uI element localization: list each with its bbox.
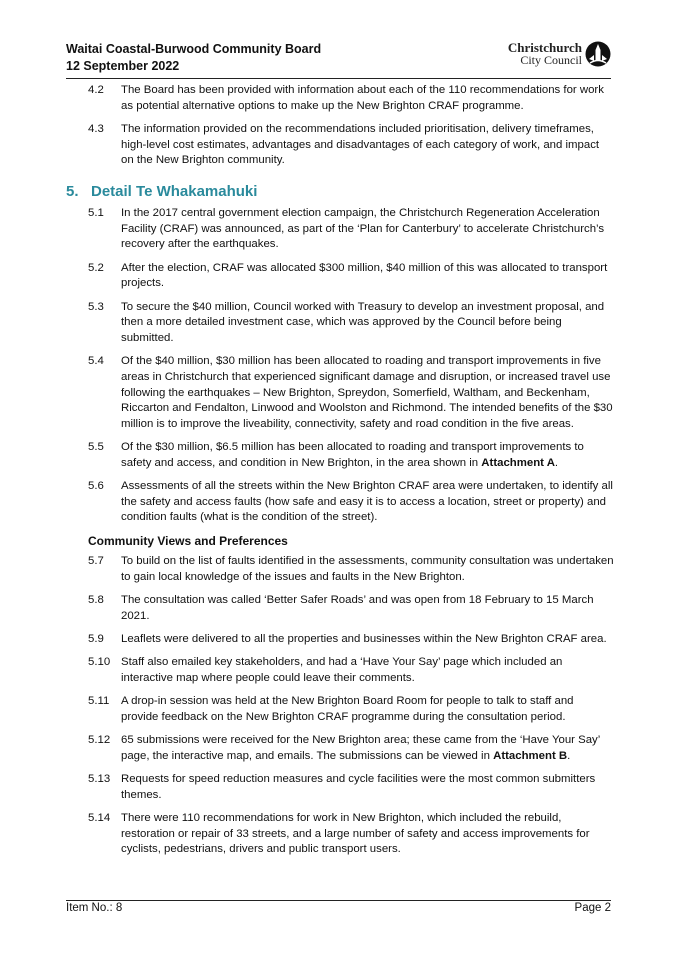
council-logo	[508, 41, 611, 67]
paragraph-number: 5.7	[88, 555, 104, 568]
paragraph-text: Of the $40 million, $30 million has been allocated to roading and transport improvements in five areas in Christchurch that experienced significant damage and disruption, or increased travel use following the earthquakes – New Brighton, Spreydon, Somerfield, Waltham, and Beckenham, Riccarton and Fendalton, Linwood and Woolston and Richmond. The intended benefits of the $30 million is to improve the liveability, connectivity, safety and road condition in the five areas.	[121, 355, 613, 430]
paragraph-number: 5.5	[88, 441, 104, 454]
paragraph-text: To secure the $40 million, Council worked with Treasury to develop an investment proposal, and then a more detailed investment case, which was approved by the Council before being submitted.	[121, 300, 605, 344]
paragraph	[66, 593, 614, 624]
paragraph-number: 5.6	[88, 480, 104, 493]
paragraph-number: 5.4	[88, 355, 104, 368]
paragraph-number: 5.8	[88, 594, 104, 607]
paragraph	[66, 655, 614, 686]
paragraph-text: Leaflets were delivered to all the properties and businesses within the New Brighton CRAF area.	[121, 632, 607, 645]
paragraph-number: 5.2	[88, 261, 104, 274]
text-part: Of the $30 million, $6.5 million has been allocated to roading and transport improvements to safety and access, and condition in New Brighton, in the area shown in	[121, 441, 584, 469]
cathedral-logo-icon	[585, 41, 611, 67]
attachment-b-ref: Attachment B	[493, 749, 568, 762]
section-heading	[66, 183, 614, 200]
paragraph-text: The information provided on the recommendations included prioritisation, delivery timeframes, high-level cost estimates, advantages and disadvantages of each category of work, and impact on the New Brighton community.	[121, 122, 600, 167]
section-title: Detail Te Whakamahuki	[91, 183, 258, 201]
board-name: Waitai Coastal-Burwood Community Board	[66, 42, 322, 56]
paragraph	[66, 479, 614, 526]
paragraph-number: 5.13	[88, 772, 111, 785]
paragraph-text: After the election, CRAF was allocated $300 million, $40 million of this was allocated to transport projects.	[121, 261, 608, 290]
paragraph	[66, 440, 614, 471]
paragraph-text: Assessments of all the streets within the New Brighton CRAF area were undertaken, to identify all the safety and access faults (how safe and easy it is to access a location, street or property) and condition faults (what is the condition of the street).	[121, 480, 613, 524]
paragraph-text	[121, 733, 614, 764]
paragraph-number: 5.9	[88, 632, 104, 645]
paragraph-text: A drop-in session was held at the New Brighton Board Room for people to talk to staff and provide feedback on the New Brighton CRAF programme during the consultation period.	[121, 695, 574, 723]
paragraph	[66, 300, 614, 347]
paragraph	[66, 122, 614, 169]
header-rule	[66, 78, 611, 79]
paragraph-text: There were 110 recommendations for work in New Brighton, which included the rebuild, restoration or repair of 33 streets, and a large number of safety and access improvements for cyclists, pedestrians, drivers and public transport users.	[121, 811, 590, 856]
paragraph	[66, 694, 614, 725]
paragraph-text: In the 2017 central government election campaign, the Christchurch Regeneration Acceleration Facility (CRAF) was announced, as part of the ‘Plan for Canterbury’ to accelerate Christchurch’s recovery after the earthquakes.	[121, 207, 605, 251]
page-number: Page 2	[574, 902, 611, 914]
text-part: 65 submissions were received for the New Brighton area; these came from the ‘Have Your Say’ page, the interactive map, and emails. The submissions can be viewed in	[121, 734, 600, 762]
paragraph	[66, 206, 614, 253]
attachment-a-ref: Attachment A	[481, 456, 555, 469]
paragraph	[66, 632, 614, 648]
text-part: .	[554, 456, 559, 469]
logo-line2: City Council	[520, 53, 582, 67]
paragraph	[66, 733, 614, 764]
text-part: .	[567, 749, 571, 762]
paragraph-text	[121, 440, 614, 471]
item-number: Item No.: 8	[66, 902, 123, 914]
paragraph-number: 5.14	[88, 811, 111, 824]
paragraph-number: 5.1	[88, 207, 104, 220]
paragraph	[66, 354, 614, 433]
logo-line1: Christchurch	[507, 40, 582, 55]
page-footer	[66, 902, 611, 914]
paragraph	[66, 554, 614, 585]
footer-rule	[66, 900, 611, 901]
document-body	[66, 83, 614, 865]
paragraph-number: 5.12	[88, 734, 111, 746]
paragraph-number: 5.11	[88, 695, 110, 708]
paragraph-number: 4.2	[88, 84, 104, 96]
paragraph	[66, 83, 614, 114]
paragraph	[66, 772, 614, 803]
paragraph-number: 4.3	[88, 122, 104, 135]
paragraph-text: Requests for speed reduction measures and cycle facilities were the most common submitters themes.	[121, 772, 596, 801]
paragraph	[66, 261, 614, 292]
paragraph	[66, 811, 614, 858]
paragraph-text: To build on the list of faults identified in the assessments, community consultation was undertaken to gain local knowledge of the issues and faults in the New Brighton.	[121, 555, 614, 583]
paragraph-number: 5.3	[88, 300, 104, 313]
paragraph-text: Staff also emailed key stakeholders, and had a ‘Have Your Say’ page which included an interactive map where people could leave their comments.	[121, 656, 563, 684]
paragraph-text: The consultation was called ‘Better Safer Roads’ and was open from 18 February to 15 March 2021.	[121, 594, 594, 622]
page-header	[66, 41, 611, 77]
paragraph-number: 5.10	[88, 656, 111, 669]
meeting-date: 12 September 2022	[66, 59, 180, 73]
subheading: Community Views and Preferences	[88, 534, 288, 549]
paragraph-text: The Board has been provided with information about each of the 110 recommendations for work as potential alternative options to make up the New Brighton CRAF programme.	[121, 84, 604, 112]
section-number: 5.	[66, 183, 79, 201]
